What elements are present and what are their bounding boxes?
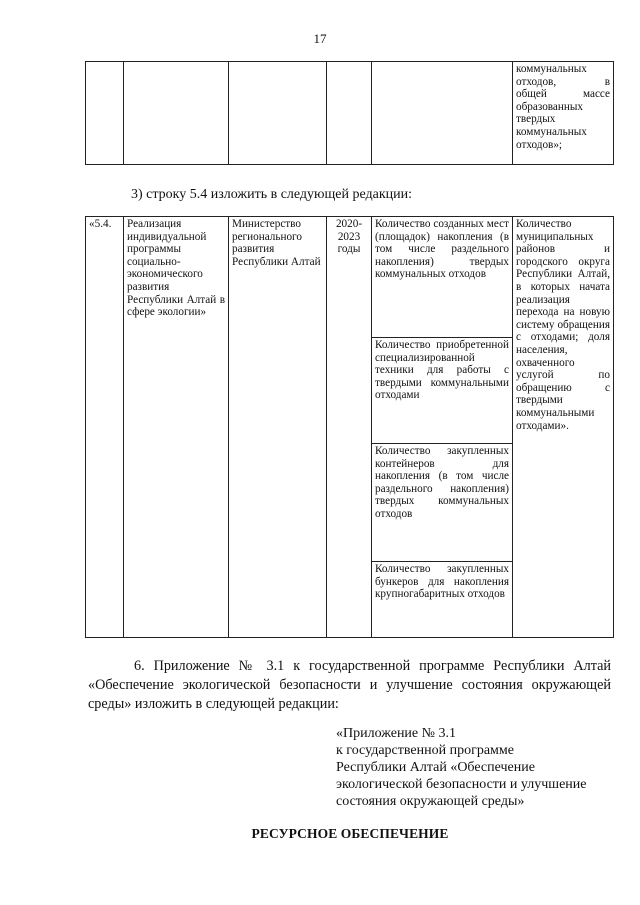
appendix-line: состояния окружающей среды» bbox=[336, 794, 525, 809]
period-cell: 2020-2023 годы bbox=[327, 217, 372, 638]
indicator-item: Количество созданных мест (площадок) накопления (в том числе раздельного накопления) твердых коммунальных отходов bbox=[372, 217, 512, 338]
cell-line: коммунальных bbox=[516, 125, 587, 138]
continued-table bbox=[85, 61, 614, 165]
indicator-item: Количество закупленных контейнеров для накопления (в том числе раздельного накопления) твердых коммунальных отходов bbox=[372, 444, 512, 562]
table-row bbox=[86, 217, 614, 638]
executor-cell: Министерство регионального развития Республики Алтай bbox=[229, 217, 327, 638]
table-cell bbox=[229, 62, 327, 165]
goal-indicators-cell: Количество муниципальных районов и городского округа Республики Алтай, в которых начата реализация перехода на новую систему обращения с отходами; доля населения, охваченного услугой по обращению с твердыми коммунальными отходами». bbox=[513, 217, 614, 638]
appendix-line: к государственной программе bbox=[336, 743, 514, 758]
table-cell bbox=[124, 62, 229, 165]
table-cell bbox=[327, 62, 372, 165]
cell-line: образованных bbox=[516, 100, 583, 113]
table-cell bbox=[86, 62, 124, 165]
indicators-cell bbox=[372, 217, 513, 638]
page-number: 17 bbox=[313, 31, 327, 46]
section-heading: РЕСУРСНОЕ ОБЕСПЕЧЕНИЕ bbox=[251, 826, 449, 841]
cell-line: отходов»; bbox=[516, 138, 563, 151]
indicator-item: Количество закупленных бункеров для накопления крупногабаритных отходов bbox=[375, 563, 509, 601]
table-cell bbox=[372, 62, 513, 165]
cell-line: общей массе bbox=[516, 88, 610, 101]
appendix-line: экологической безопасности и улучшение bbox=[336, 777, 587, 792]
activity-name-cell: Реализация индивидуальной программы социально-экономического развития Республики Алтай в сфере экологии» bbox=[124, 217, 229, 638]
cell-line: твердых bbox=[516, 113, 556, 126]
indicator-item: Количество приобретенной специализированной техники для работы с твердыми коммунальными отходами bbox=[372, 338, 512, 444]
row-5-4-table bbox=[85, 216, 614, 638]
appendix-line: Республики Алтай «Обеспечение bbox=[336, 760, 535, 775]
paragraph-6: 6. Приложение № 3.1 к государственной программе Республики Алтай «Обеспечение экологической безопасности и улучшение состояния окружающей среды» изложить в следующей редакции: bbox=[88, 658, 611, 712]
appendix-line: «Приложение № 3.1 bbox=[336, 726, 456, 741]
cell-line: отходов, в bbox=[516, 75, 610, 88]
goal-indicator-cell bbox=[513, 62, 614, 165]
table-row bbox=[86, 62, 614, 165]
cell-line: коммунальных bbox=[516, 63, 587, 75]
appendix-header bbox=[336, 725, 587, 810]
row-number-cell: «5.4. bbox=[86, 217, 124, 638]
instruction-text: 3) строку 5.4 изложить в следующей редакции: bbox=[131, 187, 413, 202]
